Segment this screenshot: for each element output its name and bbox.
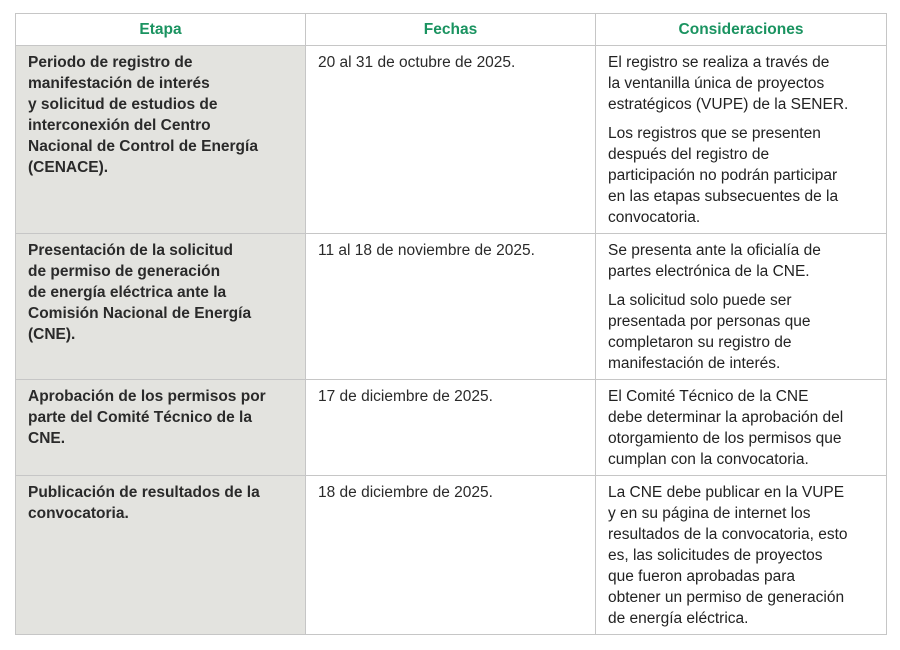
etapa-line: Nacional de Control de Energía <box>28 138 258 155</box>
consideracion-line: Se presenta ante la oficialía de <box>608 242 821 259</box>
etapa-line: (CENACE). <box>28 159 109 176</box>
consideracion-line: de energía eléctrica. <box>608 610 749 627</box>
consideracion-line: convocatoria. <box>608 209 701 226</box>
consideracion-line: debe determinar la aprobación del <box>608 409 844 426</box>
etapa-line: interconexión del Centro <box>28 117 211 134</box>
consideracion-line: Los registros que se presenten <box>608 125 821 142</box>
consideracion-line: que fueron aprobadas para <box>608 568 796 585</box>
consideracion-line: en las etapas subsecuentes de la <box>608 188 839 205</box>
consideracion-line: es, las solicitudes de proyectos <box>608 547 823 564</box>
consideraciones-cell <box>596 46 887 234</box>
consideracion-line: partes electrónica de la CNE. <box>608 263 810 280</box>
consideracion-line: presentada por personas que <box>608 313 811 330</box>
etapa-line: (CNE). <box>28 326 76 343</box>
fechas-cell: 20 al 31 de octubre de 2025. <box>306 46 596 234</box>
table-row <box>16 380 887 476</box>
consideracion-line: después del registro de <box>608 146 770 163</box>
header-fechas: Fechas <box>306 14 596 46</box>
consideracion-line: estratégicos (VUPE) de la SENER. <box>608 96 849 113</box>
consideracion-paragraph <box>608 386 875 470</box>
etapa-cell <box>16 46 306 234</box>
etapa-line: de permiso de generación <box>28 263 221 280</box>
consideracion-paragraph <box>608 290 875 374</box>
consideracion-line: participación no podrán participar <box>608 167 838 184</box>
consideraciones-cell <box>596 380 887 476</box>
table-row <box>16 46 887 234</box>
etapa-line: de energía eléctrica ante la <box>28 284 227 301</box>
etapa-line: manifestación de interés <box>28 75 210 92</box>
fechas-cell: 11 al 18 de noviembre de 2025. <box>306 234 596 380</box>
etapa-cell <box>16 476 306 635</box>
consideracion-paragraph <box>608 240 875 282</box>
etapa-line: Aprobación de los permisos por <box>28 388 266 405</box>
fechas-cell: 17 de diciembre de 2025. <box>306 380 596 476</box>
consideracion-line: y en su página de internet los <box>608 505 811 522</box>
etapa-line: Periodo de registro de <box>28 54 193 71</box>
consideracion-paragraph <box>608 482 875 629</box>
etapa-line: Comisión Nacional de Energía <box>28 305 252 322</box>
consideracion-line: La CNE debe publicar en la VUPE <box>608 484 845 501</box>
etapa-line: Presentación de la solicitud <box>28 242 234 259</box>
consideracion-paragraph <box>608 52 875 115</box>
consideracion-line: manifestación de interés. <box>608 355 781 372</box>
etapa-line: convocatoria. <box>28 505 129 522</box>
consideracion-line: otorgamiento de los permisos que <box>608 430 842 447</box>
consideraciones-cell <box>596 476 887 635</box>
etapa-line: CNE. <box>28 430 66 447</box>
consideracion-line: cumplan con la convocatoria. <box>608 451 809 468</box>
consideracion-line: la ventanilla única de proyectos <box>608 75 825 92</box>
schedule-table <box>15 13 887 635</box>
consideracion-line: El registro se realiza a través de <box>608 54 830 71</box>
consideracion-line: completaron su registro de <box>608 334 792 351</box>
consideracion-line: El Comité Técnico de la CNE <box>608 388 809 405</box>
consideracion-line: resultados de la convocatoria, esto <box>608 526 848 543</box>
header-row <box>16 14 887 46</box>
consideraciones-cell <box>596 234 887 380</box>
etapa-cell <box>16 234 306 380</box>
consideracion-line: La solicitud solo puede ser <box>608 292 792 309</box>
etapa-cell <box>16 380 306 476</box>
header-consideraciones: Consideraciones <box>596 14 887 46</box>
schedule-table-container <box>15 13 886 635</box>
consideracion-line: obtener un permiso de generación <box>608 589 845 606</box>
etapa-line: parte del Comité Técnico de la <box>28 409 252 426</box>
table-row <box>16 234 887 380</box>
consideracion-paragraph <box>608 123 875 228</box>
header-etapa: Etapa <box>16 14 306 46</box>
fechas-cell: 18 de diciembre de 2025. <box>306 476 596 635</box>
etapa-line: y solicitud de estudios de <box>28 96 218 113</box>
table-row <box>16 476 887 635</box>
etapa-line: Publicación de resultados de la <box>28 484 260 501</box>
